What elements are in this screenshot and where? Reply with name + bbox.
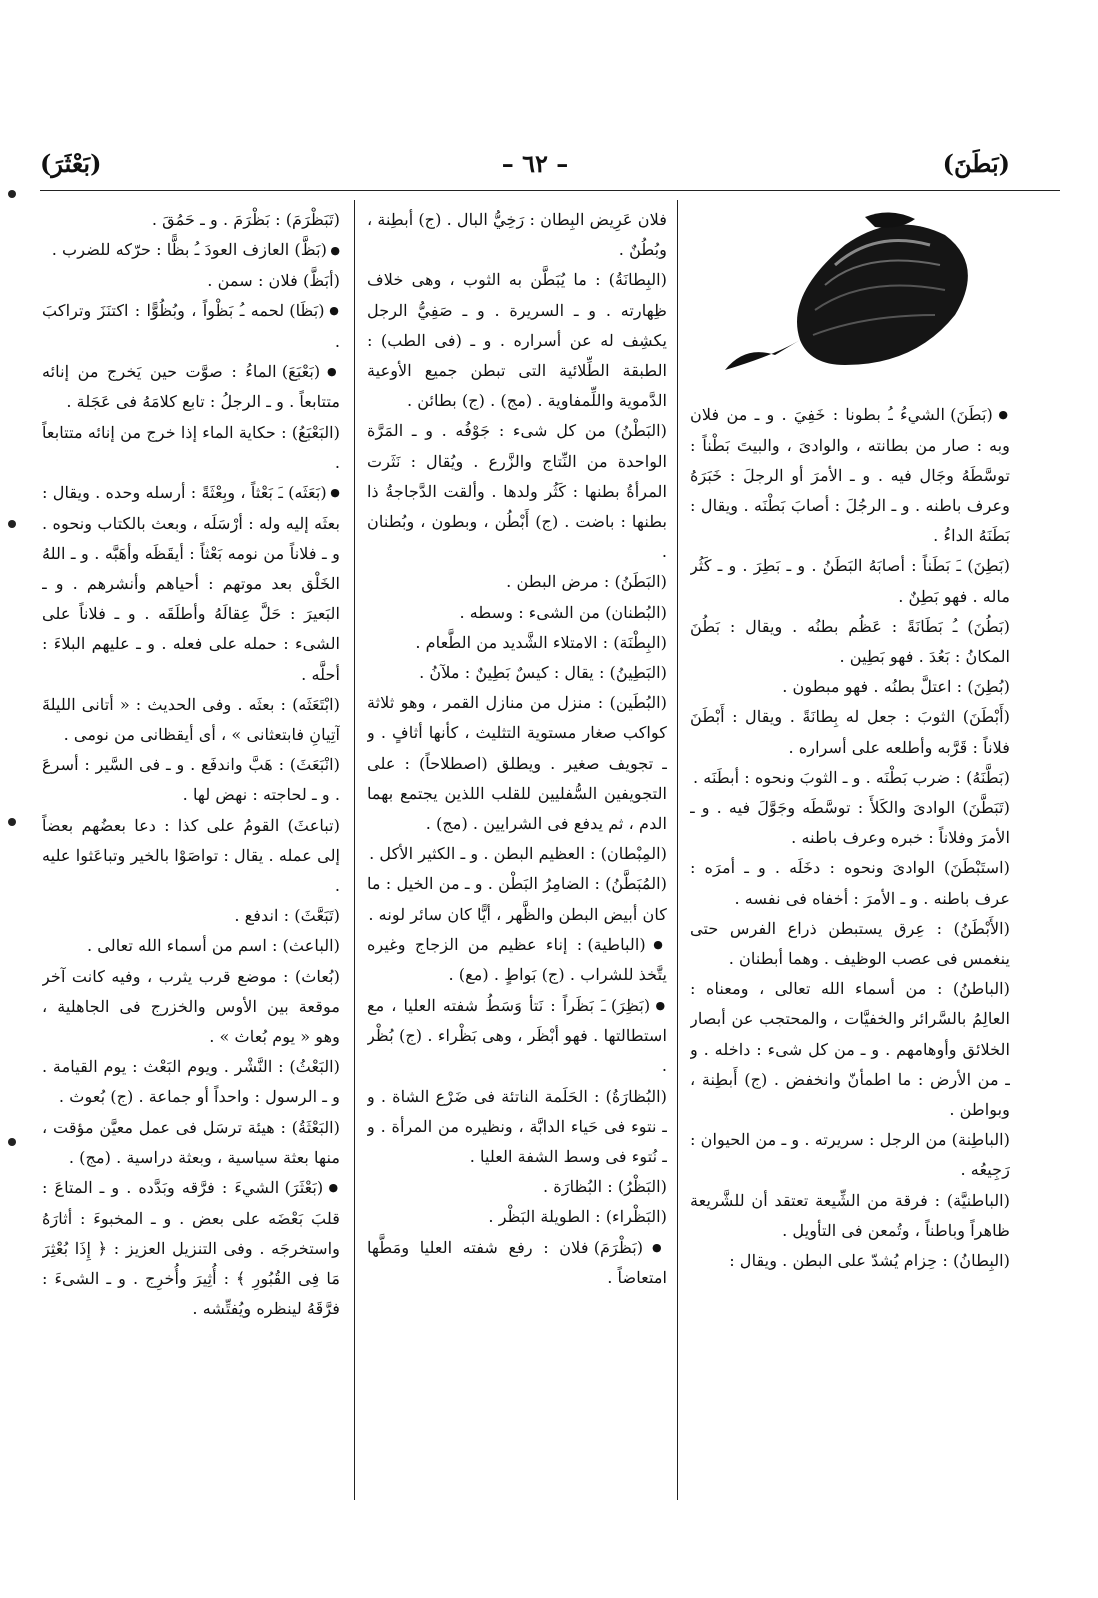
column-divider-right	[677, 200, 678, 1500]
entry-paragraph: (استَبْطَنَ) الوادىَ ونحوه : دخَلَه . و ـ أمرَه : عرف باطنه . و ـ الأمرَ : أخفاه فى نفسه .	[690, 858, 1010, 908]
eggplant-icon	[715, 205, 1005, 390]
entry-paragraph: (بَطِنَ) ـَ بَطَناً : أصابَهُ البَطَنُ . و ـ بَطِرَ . و ـ كَثُر ماله . فهو بَطِنٌ .	[690, 556, 1010, 606]
entry-paragraph: (الأَبْطَنُ) : عِرق يستبطن ذراع الفرس حتى ينغمس فى عصب الوظيف . وهما أبطنان .	[690, 918, 1010, 969]
entry-paragraph: (البُطنان) من الشىء : وسطه .	[459, 602, 667, 622]
entry-paragraph: (البَطْنُ) من كل شىء : جَوْفُه . و ـ المَرَّة الواحدة من النِّتاج والزَّرع . ويُقال : نَثَرت المرأةُ بطنها : كَثُر ولدها . وألقت الدَّجاجةُ ذا بطنها : باضت . (ج) أَبْطُن ، وبطون ، وبُطنان .	[367, 421, 667, 562]
entry-paragraph: ● (بَطَنَ) الشيءُ ـُ بطونا : خَفِيَ . و ـ من فلان وبه : صار من بطانته ، والوادىَ ، والبيتَ بَطْناً : توسَّطَهُ وجَال فيه . و ـ الأمرَ أو الرجلَ : خَبَرَهُ وعرف باطنه . و ـ الرجُلَ : أصابَ بَطْنَه . ويقال : بَطَنَهُ الداءُ .	[690, 400, 1010, 551]
entry-paragraph: (البَعْثُ) : النَّشْر . ويوم البَعْث : يوم القيامة . و ـ الرسول : واحداً أو جماعة . (ج) بُعوث .	[42, 1057, 340, 1107]
entry-paragraph: (تَبَظْرَمَ) : بَظْرَمَ . و ـ حَمُقَ .	[151, 210, 340, 229]
entry-paragraph: (انْبَعَثَ) : هَبَّ واندفَع . و ـ فى السَّير : أسرعَ . و ـ لحاجته : نهض لها .	[42, 755, 340, 805]
column-middle	[367, 205, 667, 1495]
entry-paragraph: (البَطَنُ) : مرض البطن .	[506, 572, 667, 592]
entry-paragraph: ● (بَعَثَه) ـَ بَعْثاً ، وبِعْثَةً : أرسله وحده . ويقال : بعثَه إليه وله : أرْسَلَه ، وبعث بالكتاب ونحوه . و ـ فلاناً من نومه بَعْثاً : أيقَظَه وأهَبَّه . و ـ اللهُ الخَلْق بعد موتهم : أحياهم وأنشرهم . و ـ البَعيرَ : حَلَّ عِقالَهُ وأطلَقَه . و ـ فلاناً على الشىء : حمله على فعله . و ـ عليهم البلاءَ : أحلَّه .	[42, 478, 340, 690]
entry-paragraph: فلان عَرِيض البِطان : رَخِيُّ البال . (ج) أبطِنة ، وبُطُنٌ .	[367, 210, 667, 260]
entry-paragraph: (البُظارَةُ) : الحَلَمة الناتئة فى ضَرْع الشاة . و ـ نتوء فى حَياء الدابَّة ، ونظيره من المرأة . و ـ نُتوء فى وسط الشفة العليا .	[367, 1086, 667, 1167]
margin-dot	[8, 1138, 16, 1146]
entry-paragraph: (بُطِنَ) : اعتلَّ بطنُه . فهو مبطون .	[782, 677, 1010, 697]
entry-paragraph: (الباطنُ) : من أسماء الله تعالى ، ومعناه : العالِمُ بالسَّرائر والخفيَّات ، والمحتجب عن أبصار الخلائق وأوهامهم . و ـ من كل شىء : داخله . و ـ من الأرض : ما اطمأنّ وانخفض . (ج) أَبطِنة ، وبواطن .	[690, 979, 1010, 1120]
entry-paragraph: (المِبْطان) : العظيم البطن . و ـ الكثير الأكل .	[369, 844, 667, 864]
margin-dot	[8, 818, 16, 826]
entry-paragraph: (البِطْنَة) : الامتلاء الشَّديد من الطَّعام .	[415, 632, 667, 652]
entry-paragraph: (البَطِينُ) : يقال : كيسٌ بَطِينٌ : ملآنُ .	[419, 663, 667, 683]
entry-paragraph: ● (بَعْثَرَ) الشيءَ : فرَّقه وبَدَّده . و ـ المتاعَ : قلبَ بَعْضَه على بعض . و ـ المخبوءَ : أثارَهُ واستخرجَه . وفى التنزيل العزيز : ﴿ إِذَا بُعْثِرَ مَا فِى القُبُورِ ﴾ : أُثِيرَ وأُخرِج . و ـ الشىءَ : فرَّقَهُ لينظره ويُفتِّشه .	[42, 1173, 340, 1324]
entry-paragraph: (المُبَطَّنُ) : الضامِرُ البَطْن . و ـ من الخيل : ما كان أبيض البطن والظَّهر ، أيًّا كان سائر لونه .	[367, 874, 667, 924]
margin-dot	[8, 520, 16, 528]
entry-paragraph: (البِطانُ) : حِزام يُشدّ على البطن . ويقال :	[729, 1251, 1010, 1271]
entry-paragraph: (الباطِنة) من الرجل : سريرته . و ـ من الحيوان : رَجِيعُه .	[690, 1130, 1010, 1180]
entry-paragraph: (البَظْراء) : الطويلة البَظْر .	[488, 1207, 667, 1227]
column-right	[690, 400, 1010, 1500]
entry-paragraph: (بَطُنَ) ـُ بَطَانَةً : عَظُم بطنُه . ويقال : بَطُنَ المكانُ : بَعُدَ . فهو بَطِين .	[690, 616, 1010, 667]
header-rule	[40, 190, 1060, 191]
entry-paragraph: (الباطنيَّة) : فرقة من الشِّيعة تعتقد أن للشَّريعة ظاهراً وباطناً ، وتُمعن فى التأويل .	[690, 1190, 1010, 1240]
margin-dot	[8, 190, 16, 198]
column-left	[42, 205, 340, 1495]
entry-paragraph: ● (الباطية) : إناء عظيم من الزجاج وغيره يتَّخذ للشراب . (ج) بَواطٍ . (مع) .	[367, 930, 667, 991]
entry-paragraph: (تَبَعَّثَ) : اندفع .	[234, 906, 340, 926]
entry-paragraph: (البَعْثَةُ) : هيئة ترسَل فى عمل معيَّن مؤقت ، منها بعثة سياسية ، وبعثة دراسية . (مج) .	[42, 1117, 340, 1167]
entry-paragraph: (البَظْرُ) : البُظارَة .	[542, 1177, 667, 1197]
header-entry-start: (بَطَنَ)	[942, 149, 1010, 178]
entry-paragraph: (أبَظَّ) فلان : سمن .	[207, 270, 340, 290]
column-divider-left	[354, 200, 355, 1500]
entry-paragraph: (تباعثَ) القومُ على كذا : دعا بعضُهم بعضاً إلى عمله . يقال : تواصَوْا بالخير وتباعَثوا عليه .	[42, 815, 340, 896]
entry-paragraph: (البِطانَةُ) : ما يُبَطَّن به الثوب ، وهى خلاف ظِهارته . و ـ السريرة . و ـ صَفِيُّ الرجل يكشِف له عن أسراره . و ـ (فى الطب) : الطبقة الطِّلائية التى تبطن جميع الأوعية الدَّموية واللِّمفاوية . (مج) . (ج) بطائن .	[367, 270, 667, 411]
entry-paragraph: (ابْتَعَثَه) : بعثَه . وفى الحديث : « أتانى الليلةَ آتِيانِ فابتعثانى » ، أى أيقظانى من نومى .	[42, 694, 340, 745]
entry-paragraph: ● (بَظِرَ) ـَ بَظَراً : نَتأ وَسَطُ شفته العليا ، مع استطالتها . فهو أبْظَر ، وهى بَظْراء . (ج) بُظْر .	[367, 991, 667, 1082]
entry-paragraph: (الباعث) : اسم من أسماء الله تعالى .	[87, 936, 340, 956]
entry-paragraph: ● (بَظَا) لحمه ـُ بَظْواً ، وبُظُوًّا : اكتنَزَ وتراكبَ .	[42, 296, 340, 357]
entry-paragraph: ● (بَظْرَمَ) فلان : رفع شفته العليا ومَطَّها امتعاضاً .	[367, 1233, 667, 1294]
header-entry-end: (بَعْثَرَ)	[40, 149, 102, 178]
entry-paragraph: (البُطَين) : منزل من منازل القمر ، وهو ثلاثة كواكب صغار مستوية التثليث ، كأنها أثافٍ . و ـ تجويف صغير . ويطلق (اصطلاحاً) : على التجويفين السُّفليين للقلب اللذين يجتمع بهما الدم ، ثم يدفع فى الشرايين . (مج) .	[367, 693, 667, 834]
entry-paragraph: (تَبَطَّنَ) الوادىَ والكَلأَ : توسَّطَه وجَوَّلَ فيه . و ـ الأمرَ وفلاناً : خبره وعرف باطنه .	[690, 798, 1010, 848]
entry-paragraph: (بَطَّنَهُ) : ضرب بَطْنَه . و ـ الثوبَ ونحوه : أبطَنَه .	[693, 767, 1010, 787]
entry-paragraph: (البَعْبَعُ) : حكاية الماء إذا خرج من إنائه متتابعاً .	[42, 422, 340, 472]
page-number: – ٦٢ –	[501, 149, 569, 178]
entry-paragraph: (أَبْطَنَ) الثوبَ : جعل له بِطانَةً . ويقال : أَبْطَنَ فلاناً : قَرَّبه وأطلعه على أسراره .	[690, 707, 1010, 757]
entry-paragraph: (بُعاث) : موضع قرب يثرب ، وفيه كانت آخر موقعة بين الأوس والخزرج فى الجاهلية ، وهو « يوم بُعاث » .	[42, 966, 340, 1047]
entry-paragraph: ● (بَعْبَعَ) الماءُ : صوَّت حين يَخرج من إنائه متتابعاً . و ـ الرجلُ : تابع كلامَهُ فى عَجَلة .	[42, 357, 340, 418]
entry-paragraph: ● (بَظَّ) العازف العودَ ـُ بظًّا : حرّكه للضرب .	[42, 235, 340, 266]
